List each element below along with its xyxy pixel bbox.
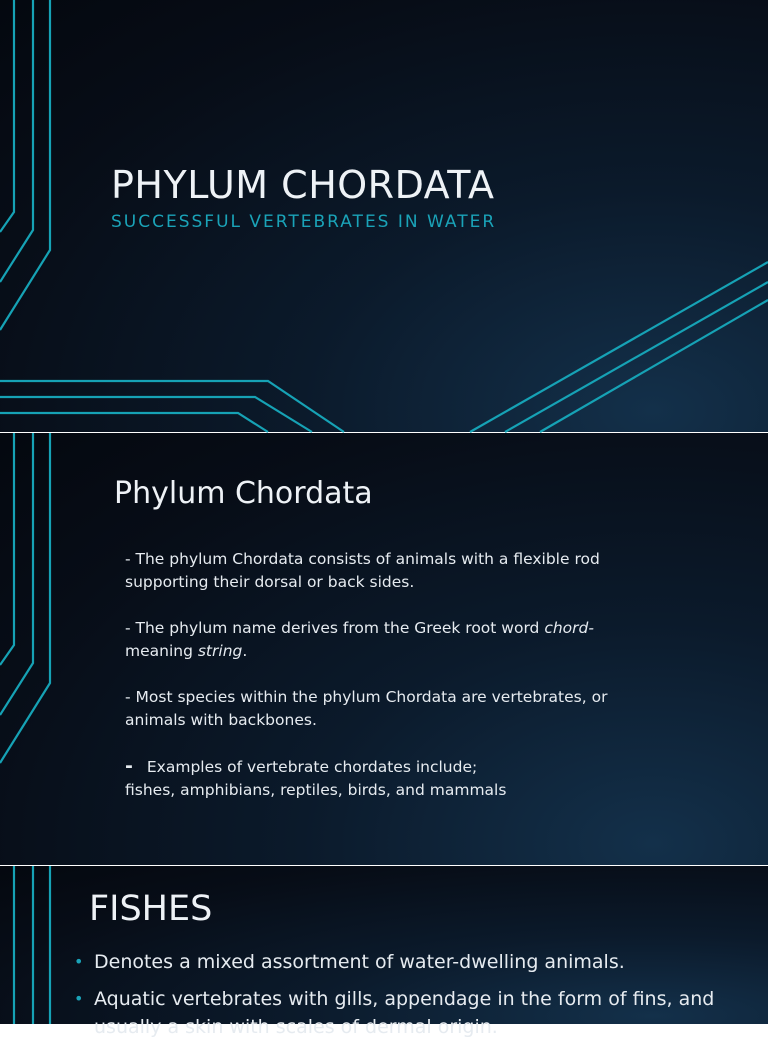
presentation-title: PHYLUM CHORDATA	[111, 163, 495, 207]
examples-list: fishes, amphibians, reptiles, birds, and mammals	[125, 781, 507, 799]
etymology-root-word: chord-	[544, 619, 594, 637]
presentation-subtitle: SUCCESSFUL VERTEBRATES IN WATER	[111, 212, 497, 232]
examples-intro: Examples of vertebrate chordates include;	[146, 758, 478, 776]
bullet-text: Denotes a mixed assortment of water-dwelling animals.	[94, 951, 625, 973]
bullet-item	[74, 948, 734, 976]
paragraph-examples	[125, 755, 645, 802]
bullet-dot-icon: •	[74, 952, 84, 971]
title-slide	[0, 0, 768, 432]
bullet-text: Aquatic vertebrates with gills, appendage in the form of fins, and usually a skin with scales of dermal origin.	[94, 988, 715, 1038]
slide-title: Phylum Chordata	[114, 476, 373, 511]
etymology-period: .	[242, 642, 248, 660]
examples-dash: -	[125, 755, 133, 777]
paragraph-definition: - The phylum Chordata consists of animals with a flexible rod supporting their dorsal or back sides.	[125, 550, 600, 591]
content-slide-phylum-chordata	[0, 433, 768, 865]
slide-title: FISHES	[89, 889, 213, 929]
bullet-dot-icon: •	[74, 989, 84, 1008]
paragraph-vertebrates: - Most species within the phylum Chordata are vertebrates, or animals with backbones.	[125, 688, 608, 729]
etymology-text: - The phylum name derives from the Greek root word	[125, 619, 545, 637]
bullet-item	[74, 985, 734, 1041]
etymology-meaning-word: string	[197, 642, 243, 660]
paragraph-etymology	[125, 617, 645, 663]
etymology-meaning-text: meaning	[125, 642, 198, 660]
content-slide-fishes	[0, 866, 768, 1038]
